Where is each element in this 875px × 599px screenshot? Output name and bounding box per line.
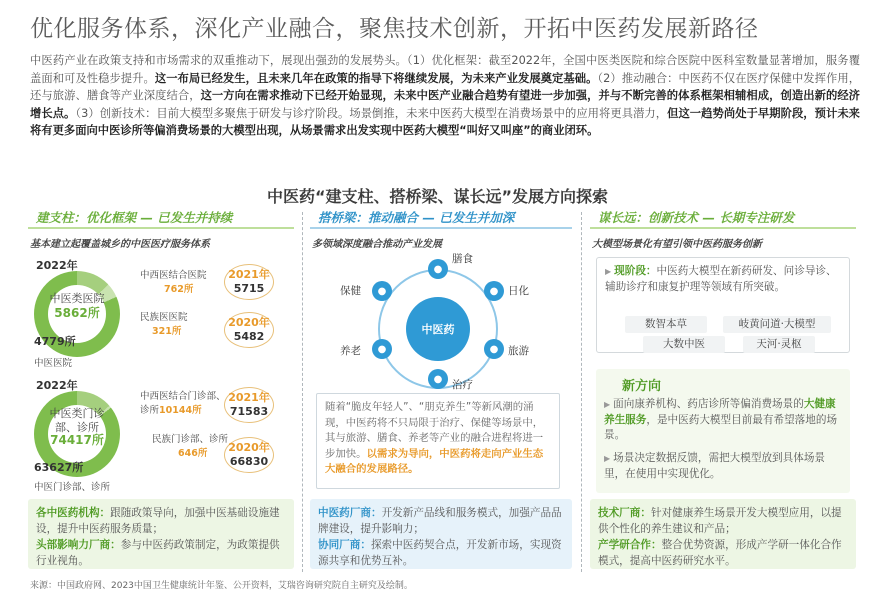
node-label-treatment: 治疗 xyxy=(452,379,473,391)
node-label-diet: 膳食 xyxy=(452,253,473,265)
right-column-header: 谋长远：创新技术 — 长期专注研发 xyxy=(590,207,856,229)
middle-action-item-2 xyxy=(318,537,564,569)
chart2-2020-value: 66830 xyxy=(229,454,269,468)
current-stage-key: 现阶段： xyxy=(614,265,657,277)
model-tag: 大数中医 xyxy=(643,336,725,353)
middle-action-box xyxy=(310,499,572,569)
intro-p1-bold: 这一布局已经发生，且未来几年在政策的指导下将继续发展，为未来产业发展奠定基础。 xyxy=(154,71,598,85)
chart1-seg1 xyxy=(140,267,207,295)
node-label-travel: 旅游 xyxy=(508,345,529,357)
treatment-icon: ● xyxy=(428,369,448,389)
chart2-seg1-row2 xyxy=(140,402,226,416)
chart1-2021-value: 5715 xyxy=(233,281,265,295)
left-action-item-1 xyxy=(36,505,286,537)
left-action-text-2: 参与中医药政策制定，为政策提供行业视角。 xyxy=(36,539,280,567)
new-direction-box xyxy=(596,369,850,493)
intro-p3: （3）创新技术：目前大模型多聚焦于研发与诊疗阶段。场景倒推，未来中医药大模型在消费场景中的应用将更具潜力， xyxy=(75,106,668,120)
new-direction-title: 新方向 xyxy=(622,379,662,394)
chart2-seg2-label: 民族门诊部、诊所 xyxy=(152,434,229,445)
fusion-trend-bold: 以需求为导向，中医药将走向产业生态大融合的发展路径。 xyxy=(325,447,544,475)
middle-column xyxy=(310,207,572,575)
chart1-year: 2022年 xyxy=(36,259,78,272)
elderly-care-icon: ● xyxy=(372,339,392,359)
chart2-center xyxy=(34,407,120,448)
page-title: 优化服务体系，深化产业融合，聚焦技术创新，开拓中医药发展新路径 xyxy=(30,16,759,42)
new-direction-item-2 xyxy=(604,451,844,482)
right-action-item-1 xyxy=(598,505,848,537)
intro-p2: （2）推动融合：中医药不仅在医疗保健中发挥作用，还与旅游、膳食等产业深度结合， xyxy=(30,71,860,103)
chart2-seg2 xyxy=(152,431,228,459)
chart1-bottom-label: 中医医院 xyxy=(34,358,73,369)
source-note: 来源：中国政府网、2023中国卫生健康统计年鉴、公开资料，艾瑞咨询研究院自主研究及绘制。 xyxy=(30,581,413,591)
model-tag: 天河·灵枢 xyxy=(743,336,815,353)
right-column-subheader: 大模型场景化有望引领中医药服务创新 xyxy=(592,239,762,250)
travel-icon: ● xyxy=(484,339,504,359)
middle-column-header: 搭桥梁：推动融合 — 已发生并加深 xyxy=(310,207,572,229)
chart2-2020 xyxy=(224,437,274,473)
chart1-seg2-number: 321所 xyxy=(152,326,182,337)
middle-action-text-2: 探索中医药契合点，开发新市场，实现资源共享和优势互补。 xyxy=(318,539,562,567)
left-action-box xyxy=(28,499,294,569)
node-label-daily-chemical: 日化 xyxy=(508,285,529,297)
chart2-bottom-value: 63627所 xyxy=(34,461,84,474)
new-direction-text-2: 场景决定数据反馈，需把大模型放到具体场景里，在使用中实现优化。 xyxy=(604,452,826,480)
model-tag: 数智本草 xyxy=(625,316,707,333)
chart1-2020 xyxy=(224,312,274,348)
chart2-center-label2: 部、诊所 xyxy=(55,420,99,434)
bullet-icon: ▶ xyxy=(605,267,612,276)
new-direction-highlight: 大健康养生服务 xyxy=(604,398,836,426)
chart2-2021 xyxy=(224,387,274,423)
chart2-seg2-number: 646所 xyxy=(178,448,208,459)
left-column-header: 建支柱：优化框架 — 已发生并持续 xyxy=(28,207,294,229)
right-action-box xyxy=(590,499,856,569)
chart1-seg2-label: 民族医医院 xyxy=(140,312,188,323)
right-column xyxy=(590,207,856,575)
chart2-2021-value: 71583 xyxy=(229,404,269,418)
fusion-trend-text: 随着“脆皮年轻人”、“朋克养生”等新风潮的涌现，中医药将不只局限于治疗、保健等场景中，其与旅游、膳食、养老等产业的融合进程将进一步加快。 xyxy=(325,401,544,460)
chart1-seg2-value xyxy=(140,323,188,337)
chart2-year: 2022年 xyxy=(36,379,78,392)
fusion-hub: 中医药 xyxy=(406,297,470,361)
right-action-key-2: 产学研合作： xyxy=(598,539,662,551)
chart1-2020-value: 5482 xyxy=(233,329,265,343)
chart1-seg1-value xyxy=(140,281,207,295)
chart2-center-value: 74417所 xyxy=(50,433,104,447)
new-direction-item-1 xyxy=(604,397,844,444)
right-action-key-1: 技术厂商： xyxy=(598,507,651,519)
chart1-seg1-label: 中西医结合医院 xyxy=(140,270,207,281)
chart1-center xyxy=(34,291,120,321)
left-column xyxy=(28,207,294,575)
fusion-trend-box xyxy=(316,393,560,489)
chart1-2021-year: 2021年 xyxy=(228,268,270,281)
chart1-bottom-value: 4779所 xyxy=(34,335,76,348)
model-tag: 岐黄问道·大模型 xyxy=(723,316,831,333)
bullet-icon: ▶ xyxy=(604,400,611,409)
middle-action-key-2: 协同厂商： xyxy=(318,539,371,551)
right-action-text-1: 针对健康养生场景开发大模型应用，以提供个性化的养生建议和产品； xyxy=(598,507,842,535)
middle-action-text-1: 开发新产品线和服务模式，加强产品品牌建设，提升影响力； xyxy=(318,507,562,535)
intro-p1: 中医药产业在政策支持和市场需求的双重推动下，展现出强劲的发展势头。（1）优化框架：截至2022年，全国中医类医院和综合医院中医科室数量显著增加，服务覆盖面和可及性稳步提升。 xyxy=(30,54,860,85)
current-stage-text xyxy=(605,264,843,295)
current-stage-box xyxy=(596,257,850,353)
left-action-item-2 xyxy=(36,537,286,569)
intro-paragraph xyxy=(30,52,860,140)
chart2-center-label1: 中医类门诊 xyxy=(49,407,105,420)
chart1-2021 xyxy=(224,264,274,300)
left-column-subheader: 基本建立起覆盖城乡的中医医疗服务体系 xyxy=(30,239,210,250)
chart2-seg1-label1: 中西医结合门诊部、 xyxy=(140,391,226,402)
chart2-seg1 xyxy=(140,388,226,416)
column-divider xyxy=(581,212,582,572)
chart1-center-label: 中医类医院 xyxy=(49,292,105,305)
chart2-2020-year: 2020年 xyxy=(228,441,270,454)
chart1-2020-year: 2020年 xyxy=(228,316,270,329)
chart1-center-value: 5862所 xyxy=(54,306,100,320)
chart2-2021-year: 2021年 xyxy=(228,391,270,404)
daily-chemical-icon: ● xyxy=(484,281,504,301)
bullet-icon: ▶ xyxy=(604,454,611,463)
left-action-text-1: 跟随政策导向，加强中医基础设施建设，提升中医药服务质量； xyxy=(36,507,280,535)
left-action-key-1: 各中医药机构： xyxy=(36,507,111,519)
chart1-seg1-number: 762所 xyxy=(164,284,194,295)
right-action-text-2: 整合优势资源，形成产学研一体化合作模式，提高中医药研究水平。 xyxy=(598,539,842,567)
chart2-seg1-label2: 诊所 xyxy=(140,405,160,416)
health-care-icon: ● xyxy=(372,281,392,301)
intro-p2-bold: 这一方向在需求推动下已经开始显现，未来中医产业融合趋势有望进一步加强，并与不断完善的体系框架相辅相成，创造出新的经济增长点。 xyxy=(30,89,860,120)
chart2-bottom-label: 中医门诊部、诊所 xyxy=(34,482,111,493)
left-action-key-2: 头部影响力厂商： xyxy=(36,539,121,551)
diet-icon: ● xyxy=(428,259,448,279)
chart2-seg2-value xyxy=(152,445,228,459)
middle-action-item-1 xyxy=(318,505,564,537)
chart2-seg1-number: 10144所 xyxy=(159,405,202,416)
chart1-seg2 xyxy=(140,309,188,337)
column-divider xyxy=(302,212,303,572)
middle-column-subheader: 多领域深度融合推动产业发展 xyxy=(312,239,442,250)
new-direction-text-1a: 面向康养机构、药店诊所等偏消费场景的 xyxy=(613,398,804,410)
right-action-item-2 xyxy=(598,537,848,569)
intro-p3-bold: 但这一趋势尚处于早期阶段，预计未来将有更多面向中医诊所等偏消费场景的大模型出现，从场景需求出发实现中医药大模型“叫好又叫座”的商业闭环。 xyxy=(30,106,860,138)
current-stage-desc: 中医药大模型在新药研发、问诊导诊、辅助诊疗和康复护理等领域有所突破。 xyxy=(605,265,837,293)
middle-action-key-1: 中医药厂商： xyxy=(318,507,382,519)
new-direction-text-1b: ，是中医药大模型目前最有希望落地的场景。 xyxy=(604,413,838,441)
node-label-elderly-care: 养老 xyxy=(340,345,361,357)
section-subtitle: 中医药“建支柱、搭桥梁、谋长远”发展方向探索 xyxy=(266,187,609,206)
node-label-health-care: 保健 xyxy=(340,285,361,297)
